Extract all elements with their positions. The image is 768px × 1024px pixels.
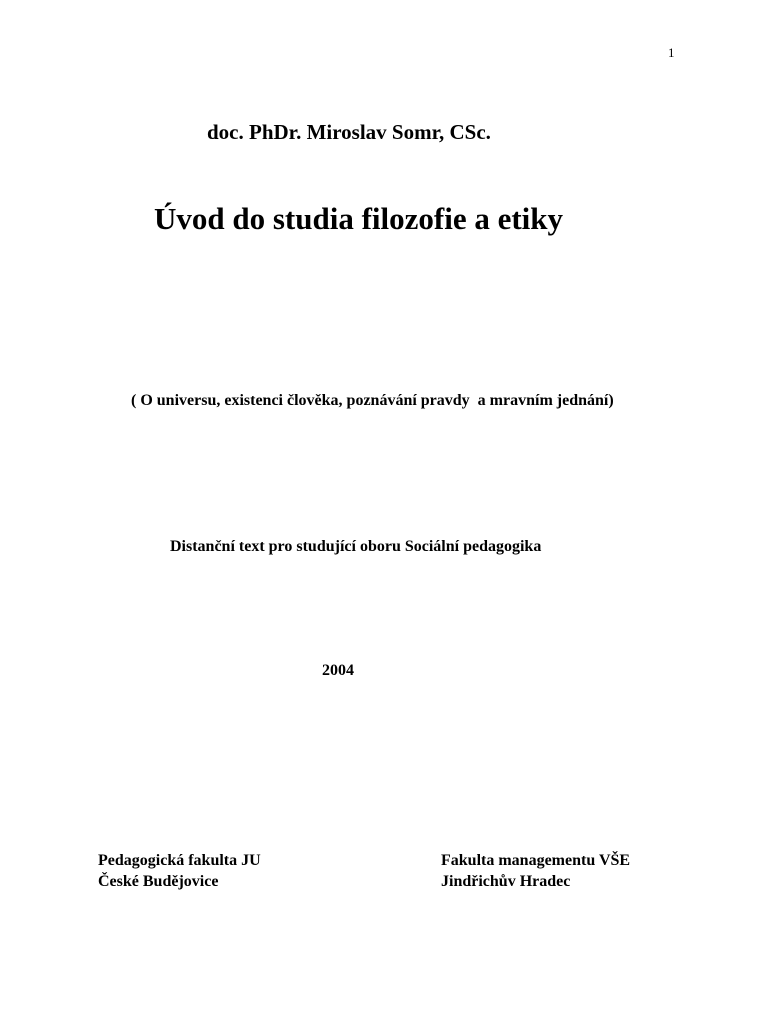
institution-right-city: Jindřichův Hradec (441, 873, 571, 890)
institution-left-city: České Budějovice (98, 873, 219, 890)
document-title: Úvod do studia filozofie a etiky (154, 201, 564, 236)
page-number: 1 (668, 45, 675, 60)
institution-right-name: Fakulta managementu VŠE (441, 852, 631, 869)
document-description: Distanční text pro studující oboru Sociální pedagogika (170, 538, 542, 555)
document-subtitle: ( O universu, existenci člověka, poznávání pravdy a mravním jednání) (131, 392, 614, 409)
institution-left (98, 850, 261, 892)
author-name: doc. PhDr. Miroslav Somr, CSc. (207, 120, 491, 144)
institution-right (441, 850, 630, 892)
institution-left-name: Pedagogická fakulta JU (98, 852, 261, 869)
publication-year: 2004 (322, 662, 354, 679)
